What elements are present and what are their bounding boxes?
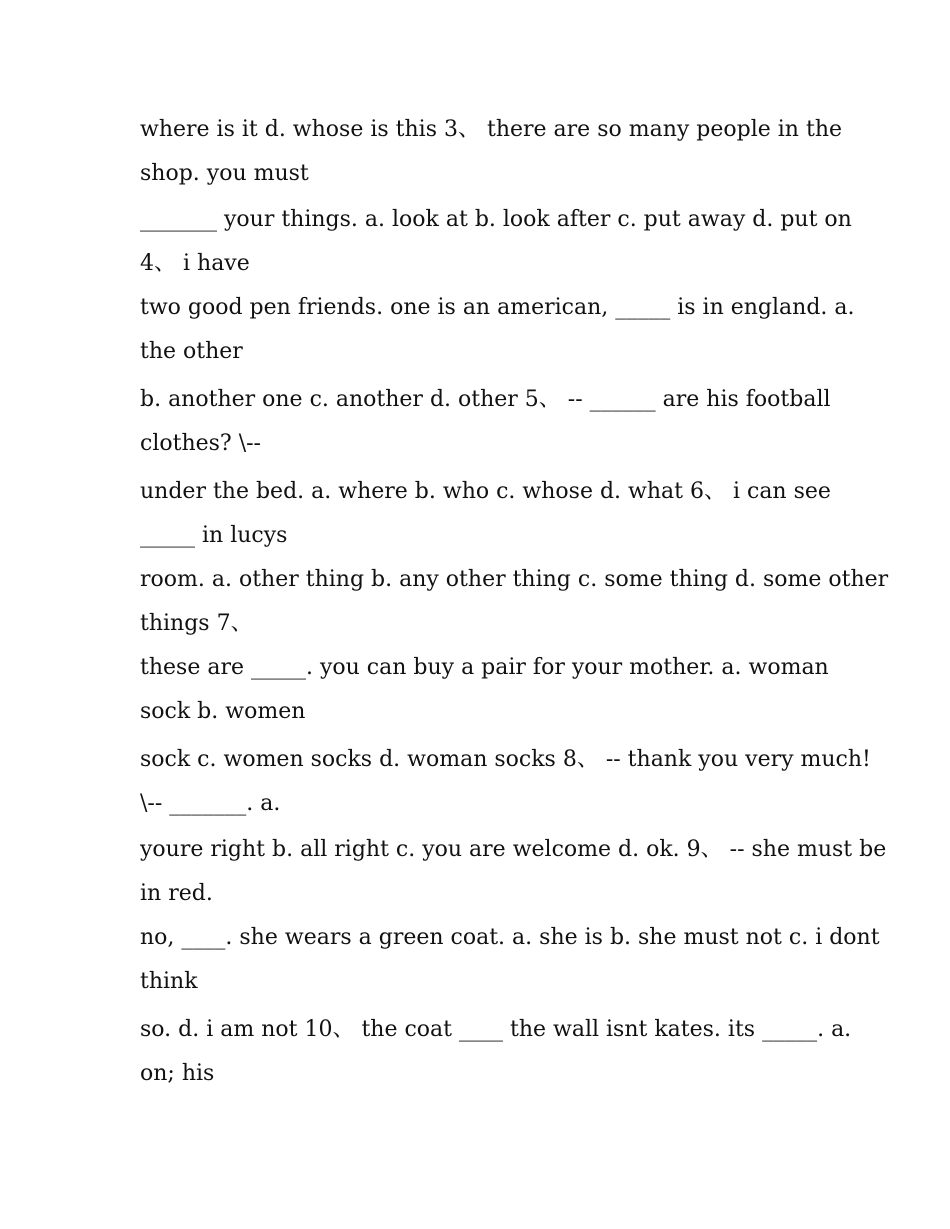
text-line: under the bed. a. where b. who c. whose d. what 6、 i can see: [140, 479, 831, 504]
paragraph: [140, 108, 843, 196]
text-line: think: [140, 969, 198, 994]
paragraph: [140, 286, 855, 374]
text-line: no, ____. she wears a green coat. a. she is b. she must not c. i dont: [140, 925, 880, 950]
document-body: [140, 108, 889, 1096]
paragraph: [140, 378, 830, 466]
text-line: the other: [140, 339, 243, 364]
text-line: room. a. other thing b. any other thing c. some thing d. some other: [140, 567, 889, 592]
paragraph: [140, 738, 871, 826]
text-line: in red.: [140, 881, 213, 906]
paragraph: [140, 828, 887, 916]
text-line: so. d. i am not 10、 the coat ____ the wall isnt kates. its _____. a.: [140, 1017, 852, 1042]
text-line: things 7、: [140, 611, 253, 636]
text-line: two good pen friends. one is an american, _____ is in england. a.: [140, 295, 855, 320]
paragraph: [140, 198, 852, 286]
text-line: sock b. women: [140, 699, 306, 724]
paragraph: [140, 470, 830, 558]
paragraph: [140, 1008, 852, 1096]
text-line: 4、 i have: [140, 251, 250, 276]
text-line: sock c. women socks d. woman socks 8、 -- thank you very much!: [140, 747, 871, 772]
text-line: on; his: [140, 1061, 215, 1086]
paragraph: [140, 646, 830, 734]
text-line: clothes? \--: [140, 431, 261, 456]
text-line: _______ your things. a. look at b. look after c. put away d. put on: [140, 207, 852, 232]
text-line: youre right b. all right c. you are welcome d. ok. 9、 -- she must be: [140, 837, 887, 862]
paragraph: [140, 558, 889, 646]
text-line: \-- _______. a.: [140, 791, 281, 816]
text-line: shop. you must: [140, 161, 309, 186]
text-line: _____ in lucys: [140, 523, 288, 548]
text-line: b. another one c. another d. other 5、 -- ______ are his football: [140, 387, 831, 412]
paragraph: [140, 916, 880, 1004]
text-line: where is it d. whose is this 3、 there are so many people in the: [140, 117, 843, 142]
text-line: these are _____. you can buy a pair for your mother. a. woman: [140, 655, 829, 680]
